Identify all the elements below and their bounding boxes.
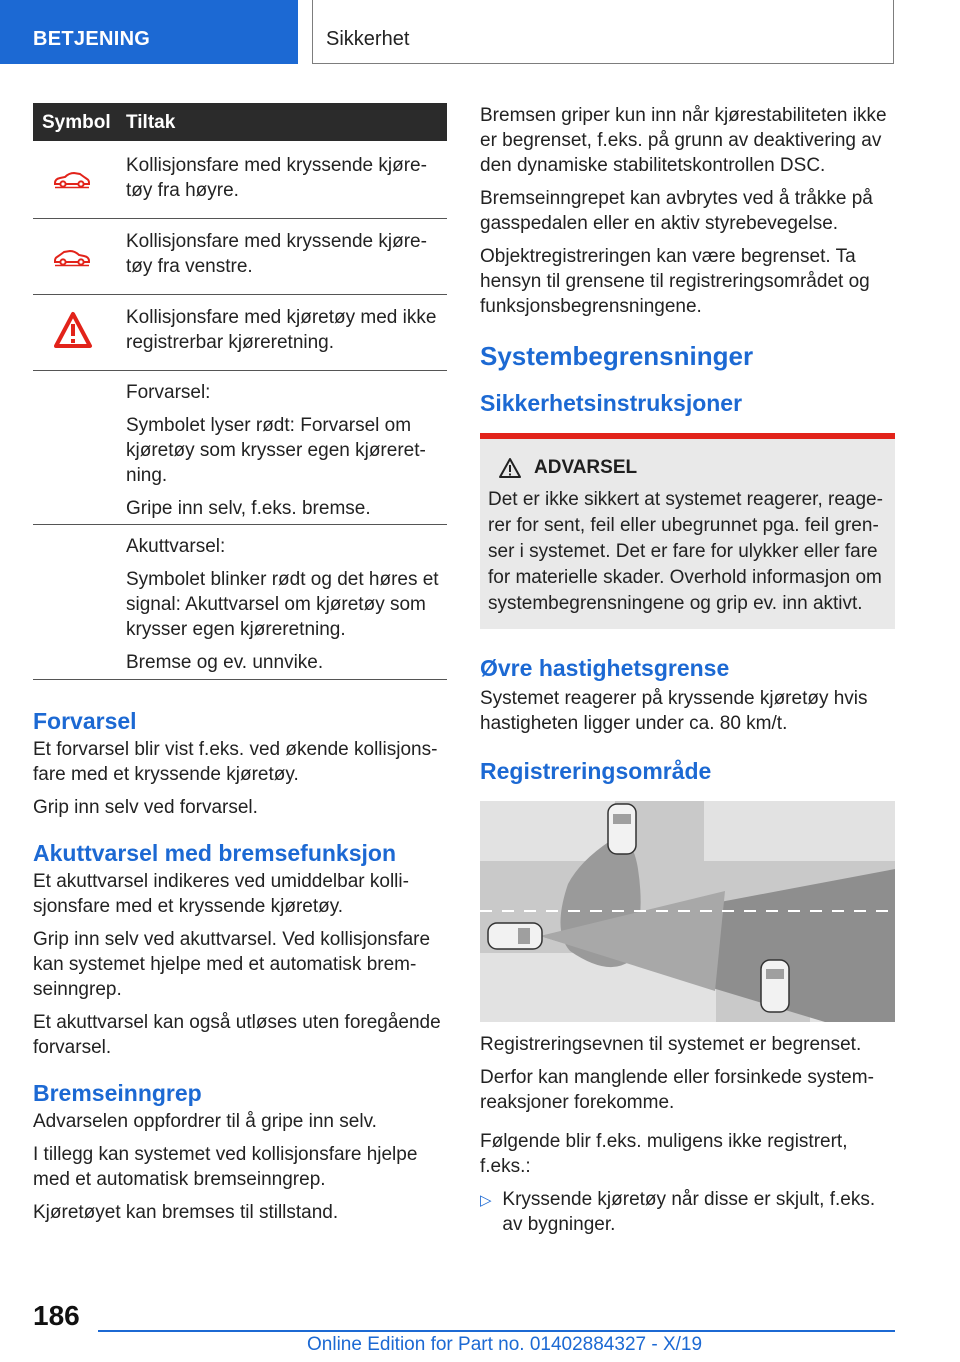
header-chapter-tab <box>312 0 894 64</box>
list-item-text: Kryssende kjøretøy når disse er skjult, f.eks. av bygninger. <box>502 1189 876 1235</box>
forvarsel-text: Grip inn selv ved forvarsel. <box>33 797 258 818</box>
body-text: Bremsen griper kun inn når kjørestabiliteten ikke er begrenset, f.eks. på grunn av deaktivering av den dynamiske stabilitetskontrollen DSC. <box>480 105 887 176</box>
row-text: Gripe inn selv, f.eks. bremse. <box>126 498 371 519</box>
car-left-icon <box>53 249 91 267</box>
table-header <box>33 103 447 141</box>
body-text: Derfor kan manglende eller forsinkede system-reaksjoner forekomme. <box>480 1067 874 1113</box>
row-heading: Forvarsel: <box>126 382 211 403</box>
header-chapter-label: Sikkerhet <box>326 28 410 50</box>
footer-divider <box>98 1330 895 1332</box>
car-icon <box>761 960 789 1012</box>
speed-limit-text: Systemet reagerer på kryssende kjøretøy hvis hastigheten ligger under ca. 80 km/t. <box>480 688 868 734</box>
warning-triangle-icon <box>498 457 522 479</box>
table-header-symbol: Symbol <box>42 112 111 133</box>
akuttvarsel-text: Et akuttvarsel indikeres ved umiddelbar kolli-sjonsfare med et kryssende kjøretøy. <box>33 871 409 917</box>
table-row <box>33 219 447 295</box>
triangle-bullet-icon: ▷ <box>480 1192 492 1209</box>
list-item <box>480 1187 895 1237</box>
header-section-label: BETJENING <box>33 28 151 50</box>
car-icon <box>608 804 636 854</box>
detection-area-heading: Registreringsområde <box>480 758 712 784</box>
bremseinngrep-text: I tillegg kan systemet ved kollisjonsfare hjelpe med et automatisk bremseinngrep. <box>33 1144 418 1190</box>
body-text: Følgende blir f.eks. muligens ikke registrert, f.eks.: <box>480 1131 848 1177</box>
table-row <box>33 295 447 371</box>
warning-label: ADVARSEL <box>534 457 638 478</box>
row-text: Bremse og ev. unnvike. <box>126 652 324 673</box>
row-text: Symbolet lyser rødt: Forvarsel om kjøretøy som krysser egen kjøreret-ning. <box>126 415 426 486</box>
bremseinngrep-heading: Bremseinngrep <box>33 1080 202 1106</box>
table-row <box>33 141 447 219</box>
system-limits-heading: Systembegrensninger <box>480 341 754 371</box>
page-number: 186 <box>33 1300 80 1331</box>
bremseinngrep-text: Advarselen oppfordrer til å gripe inn selv. <box>33 1111 377 1132</box>
warning-text: Det er ikke sikkert at systemet reagerer, reage-rer for sent, feil eller ubegrunnet pga. feil gren-ser i systemet. Det er fare for ulykker eller fare for materielle skader. Overhold informasjon om systembegrensningene og grip ev. inn aktivt. <box>488 489 883 614</box>
table-row <box>33 525 447 680</box>
table-header-action: Tiltak <box>126 112 176 133</box>
right-column <box>480 103 895 1237</box>
forvarsel-text: Et forvarsel blir vist f.eks. ved økende kollisjons-fare med et kryssende kjøretøy. <box>33 739 438 785</box>
warning-box <box>480 433 895 629</box>
row-text: Kollisjonsfare med kjøretøy med ikke registrerbar kjøreretning. <box>126 307 437 353</box>
row-text: Symbolet blinker rødt og det høres et signal: Akuttvarsel om kjøretøy som krysser egen kjøreretning. <box>126 569 439 640</box>
row-heading: Akuttvarsel: <box>126 536 226 557</box>
body-text: Bremseinngrepet kan avbrytes ved å tråkke på gasspedalen eller en aktiv styrebevegelse. <box>480 188 873 234</box>
footer-edition: Online Edition for Part no. 01402884327 - X/19 <box>307 1334 703 1355</box>
row-text: Kollisjonsfare med kryssende kjøre-tøy fra høyre. <box>126 155 427 201</box>
speed-limit-heading: Øvre hastighetsgrense <box>480 655 730 681</box>
header-section-tab <box>0 0 298 64</box>
safety-heading: Sikkerhetsinstruksjoner <box>480 390 743 416</box>
akuttvarsel-heading: Akuttvarsel med bremsefunksjon <box>33 840 397 866</box>
table-row <box>33 371 447 525</box>
car-right-icon <box>53 171 91 189</box>
row-text: Kollisjonsfare med kryssende kjøre-tøy fra venstre. <box>126 231 427 277</box>
body-text: Registreringsevnen til systemet er begrenset. <box>480 1034 862 1055</box>
left-column <box>33 103 447 1233</box>
akuttvarsel-text: Et akuttvarsel kan også utløses uten foregående forvarsel. <box>33 1012 441 1058</box>
body-text: Objektregistreringen kan være begrenset. Ta hensyn til grensene til registreringsområdet og funksjonsbegrensningene. <box>480 246 870 317</box>
warning-triangle-icon <box>53 311 93 349</box>
detection-area-diagram <box>480 801 895 1022</box>
forvarsel-heading: Forvarsel <box>33 708 137 734</box>
akuttvarsel-text: Grip inn selv ved akuttvarsel. Ved kollisjonsfare kan systemet hjelpe med et automatisk brem-seinngrep. <box>33 929 431 1000</box>
bremseinngrep-text: Kjøretøyet kan bremses til stillstand. <box>33 1202 339 1223</box>
car-icon <box>488 923 542 949</box>
